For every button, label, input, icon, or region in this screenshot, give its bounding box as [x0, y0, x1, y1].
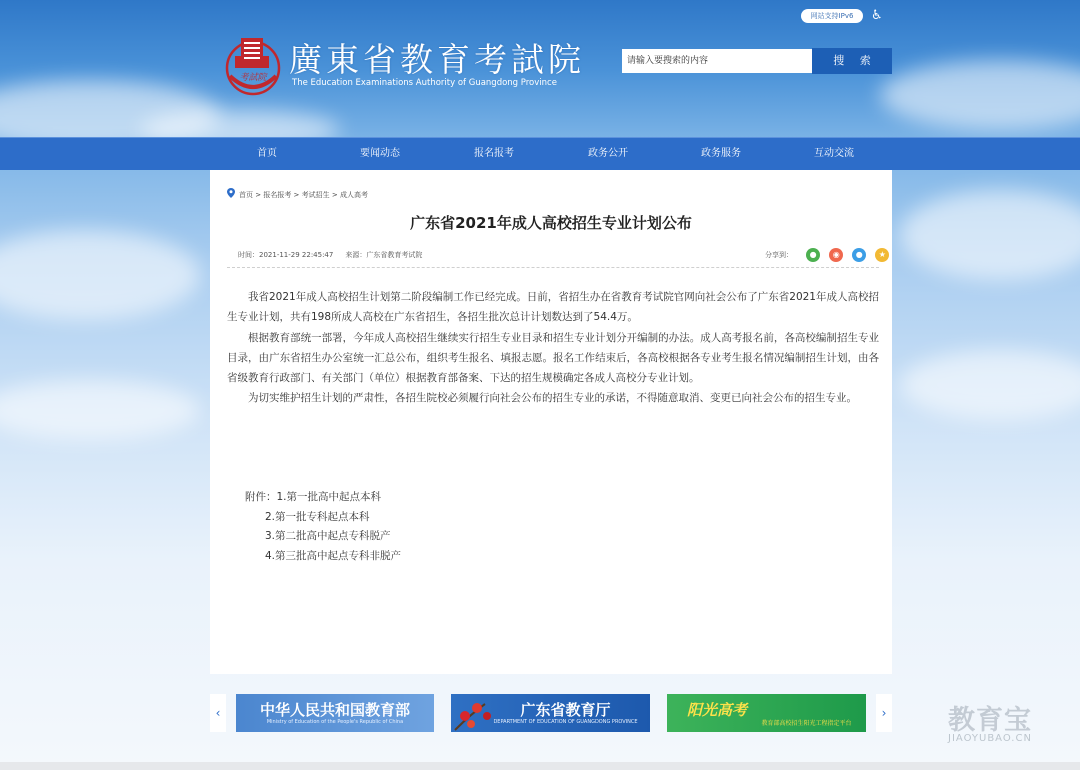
article-paragraph: 为切实维护招生计划的严肃性，各招生院校必须履行向社会公布的招生专业的承诺，不得随意取消、变更已向社会公布的招生专业。: [248, 392, 857, 405]
article-meta: [238, 250, 422, 260]
link-banner-sunshine-gaokao[interactable]: [667, 694, 866, 732]
banner-subtitle: 教育部高校招生阳光工程指定平台: [761, 720, 852, 727]
location-pin-icon: [227, 188, 235, 198]
banner-title: 中华人民共和国教育部: [259, 701, 410, 719]
banner-subtitle: Ministry of Education of the People's Republic of China: [266, 719, 404, 725]
carousel-prev-button[interactable]: ‹: [210, 694, 226, 732]
nav-item-home[interactable]: 首页: [257, 148, 277, 159]
article-source: 来源：广东省教育考试院: [345, 251, 423, 259]
article-time: 时间：2021-11-29 22:45:47: [238, 251, 334, 259]
main-nav: [0, 137, 1080, 170]
weibo-icon[interactable]: ◉: [829, 248, 843, 262]
qq-icon[interactable]: ●: [852, 248, 866, 262]
search-input[interactable]: [622, 49, 812, 73]
accessibility-icon[interactable]: ♿: [871, 8, 883, 23]
link-banner-gd-edu[interactable]: [451, 694, 650, 732]
attachment-link[interactable]: 3.第二批高中起点专科脱产: [265, 530, 391, 542]
link-banner-moe[interactable]: [236, 694, 434, 732]
nav-item-public-affairs[interactable]: 政务公开: [588, 148, 628, 159]
cloud-decoration: [900, 350, 1080, 420]
article-panel: [210, 170, 892, 674]
article-paragraph: 根据教育部统一部署，今年成人高校招生继续实行招生专业目录和招生专业计划分开编制的办法。成人高考报名前，各高校编制招生专业目录，由广东省招生办公室统一汇总公布，组织考生报名、填报志愿。报名工作结束后，各高校根据各专业考生报名情况编制招生计划，由各省级教育行政部门、有关部门（单位）根据教育部备案、下达的招生规模确定各成人高校分专业计划。: [227, 331, 879, 385]
banner-title: 阳光高考: [686, 701, 747, 719]
cloud-decoration: [0, 230, 200, 320]
article-paragraph: 我省2021年成人高校招生计划第二阶段编制工作已经完成。日前，省招生办在省教育考试院官网向社会公布了广东省2021年成人高校招生专业计划，共有198所成人高校在广东省招生，各招生批次总计计划数达到了54.4万。: [227, 291, 879, 324]
attachment-link[interactable]: 2.第一批专科起点本科: [265, 510, 370, 523]
cloud-decoration: [0, 380, 200, 440]
cloud-decoration: [880, 60, 1080, 130]
breadcrumb-text[interactable]: 首页 > 报名报考 > 考试招生 > 成人高考: [239, 191, 368, 199]
bottom-bar: [0, 762, 1080, 770]
search-button[interactable]: 搜 索: [812, 48, 892, 74]
attachment-list: [245, 488, 401, 566]
article-body: [227, 287, 879, 409]
watermark-logo: 教育宝: [948, 705, 1032, 736]
attachment-link[interactable]: 4.第三批高中起点专科非脱产: [265, 549, 402, 562]
nav-item-news[interactable]: 要闻动态: [360, 148, 400, 159]
share-bar: [765, 244, 889, 260]
carousel-next-button[interactable]: ›: [876, 694, 892, 732]
wechat-icon[interactable]: ●: [806, 248, 820, 262]
attachment-link[interactable]: 附件：1.第一批高中起点本科: [245, 491, 382, 503]
nav-item-registration[interactable]: 报名报考: [474, 148, 514, 159]
nav-item-services[interactable]: 政务服务: [701, 148, 741, 159]
logo-seal[interactable]: [224, 32, 282, 96]
site-title[interactable]: 廣東省教育考試院: [289, 40, 585, 79]
divider: [227, 267, 879, 268]
article-title: 广东省2021年成人高校招生专业计划公布: [410, 214, 692, 232]
share-label: 分享到：: [765, 250, 793, 259]
breadcrumb: [227, 188, 368, 200]
banner-subtitle: DEPARTMENT OF EDUCATION OF GUANGDONG PROVINCE: [493, 719, 638, 725]
qzone-icon[interactable]: ★: [875, 248, 889, 262]
cloud-decoration: [900, 190, 1080, 280]
nav-item-interaction[interactable]: 互动交流: [814, 148, 854, 159]
site-subtitle: The Education Examinations Authority of Guangdong Province: [292, 78, 557, 88]
banner-title: 广东省教育厅: [520, 701, 611, 719]
seal-text: 考試院: [239, 73, 267, 83]
ipv6-badge: 网站支持IPv6: [801, 9, 863, 23]
watermark-url: JIAOYUBAO.CN: [948, 733, 1032, 744]
